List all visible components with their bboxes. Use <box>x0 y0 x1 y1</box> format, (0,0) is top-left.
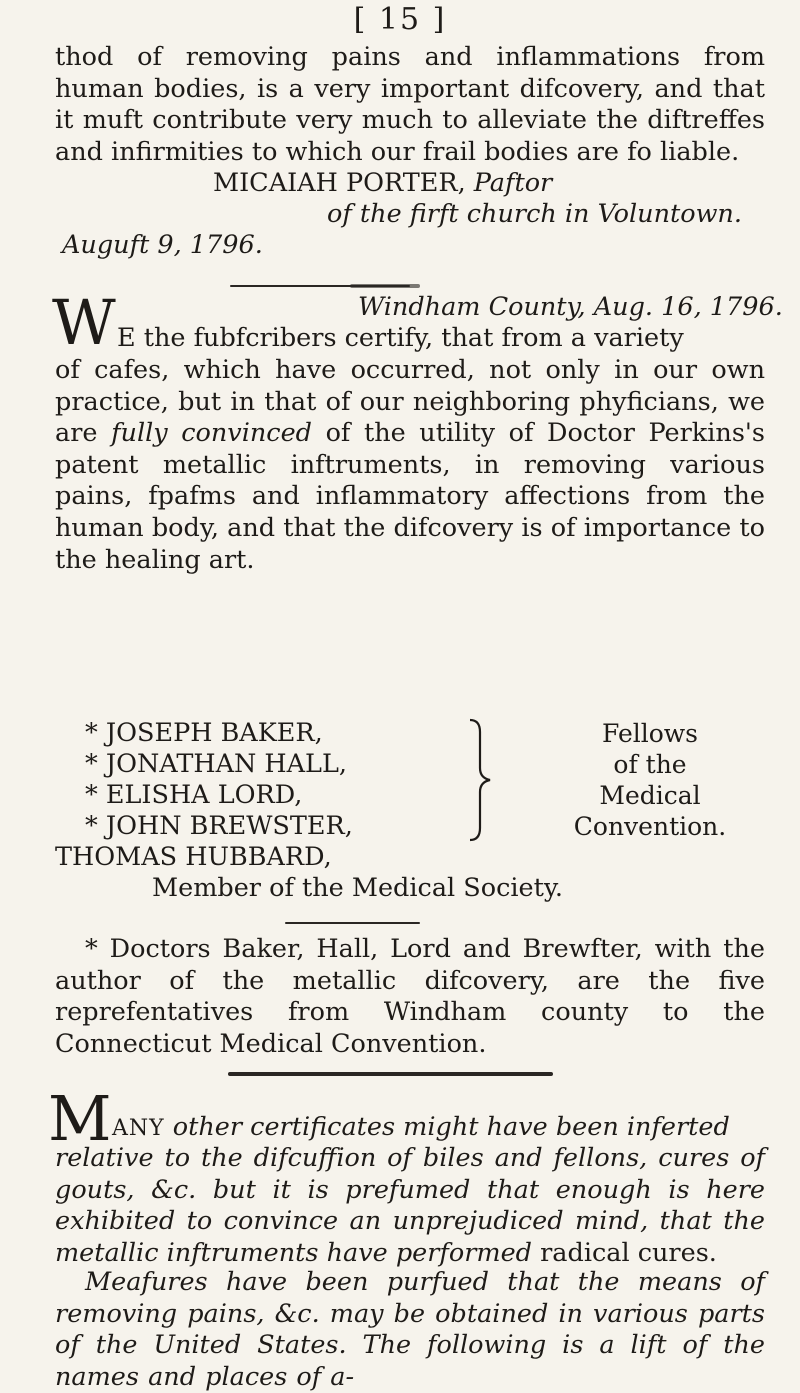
signer: * JONATHAN HALL, <box>85 749 348 779</box>
curly-brace-icon <box>466 718 494 842</box>
signer-title: Paftor <box>473 168 553 198</box>
certificate-first-line: E the fubfcribers certify, that from a variety <box>117 323 684 353</box>
emphasis: fully convinced <box>111 418 312 449</box>
drop-cap-m: M <box>48 1082 112 1155</box>
signer-church: of the firft church in Voluntown. <box>327 199 742 229</box>
signer-name: MICAIAH PORTER, <box>213 168 466 198</box>
member-caption: Member of the Medical Society. <box>152 873 564 903</box>
divider-ornament <box>350 284 420 288</box>
footnote: * Doctors Baker, Hall, Lord and Brewfter, with the author of the metallic difcovery, are the five reprefentatives from Windham county to the Connecticut Medical Convention. <box>55 934 765 1059</box>
certificate-place-date: Windham County, Aug. 16, 1796. <box>358 292 783 322</box>
paragraph-opening <box>55 42 765 168</box>
signer: * JOSEPH BAKER, <box>85 718 323 748</box>
paragraph-text: thod of removing pains and inflammations from human bodies, is a very important difcovery, and that it muft contribute very much to alleviate the diftreffes and infirmities to which our frail bodies are fo liable. <box>55 42 765 167</box>
page-number: [ 15 ] <box>353 2 447 37</box>
many-first-line: ANY other certificates might have been inferted <box>112 1112 730 1142</box>
signer: * ELISHA LORD, <box>85 780 303 810</box>
signer-list <box>85 718 465 842</box>
fellows-caption: Fellows of the Medical Convention. <box>573 719 727 841</box>
certificate-body: of cafes, which have occurred, not only in our own practice, but in that of our neighboring phyficians, we are fully convinced of the utility of Doctor Perkins's patent metallic inftruments, in removing various pains, fpafms and inflammatory affections from the human body, and that the difcovery is of importance to the healing art. <box>55 355 766 575</box>
signer-hubbard: THOMAS HUBBARD, <box>55 842 332 872</box>
section-divider-ornate <box>228 1072 553 1076</box>
many-body: relative to the difcuffion of biles and fellons, cures of gouts, &c. but it is prefumed that enough is here exhibited to convince an unprejudiced mind, that the metallic inftruments have performed radical cures. <box>55 1143 765 1268</box>
footnote-divider <box>285 922 420 924</box>
signature-date: Auguft 9, 1796. <box>62 230 263 260</box>
closing-paragraph: Meafures have been purfued that the means of removing pains, &c. may be obtained in various parts of the United States. The following is a lift of the names and places of a- <box>55 1267 765 1392</box>
signature-porter <box>213 168 552 199</box>
drop-cap-w: W <box>52 286 116 359</box>
signer: * JOHN BREWSTER, <box>85 811 353 841</box>
